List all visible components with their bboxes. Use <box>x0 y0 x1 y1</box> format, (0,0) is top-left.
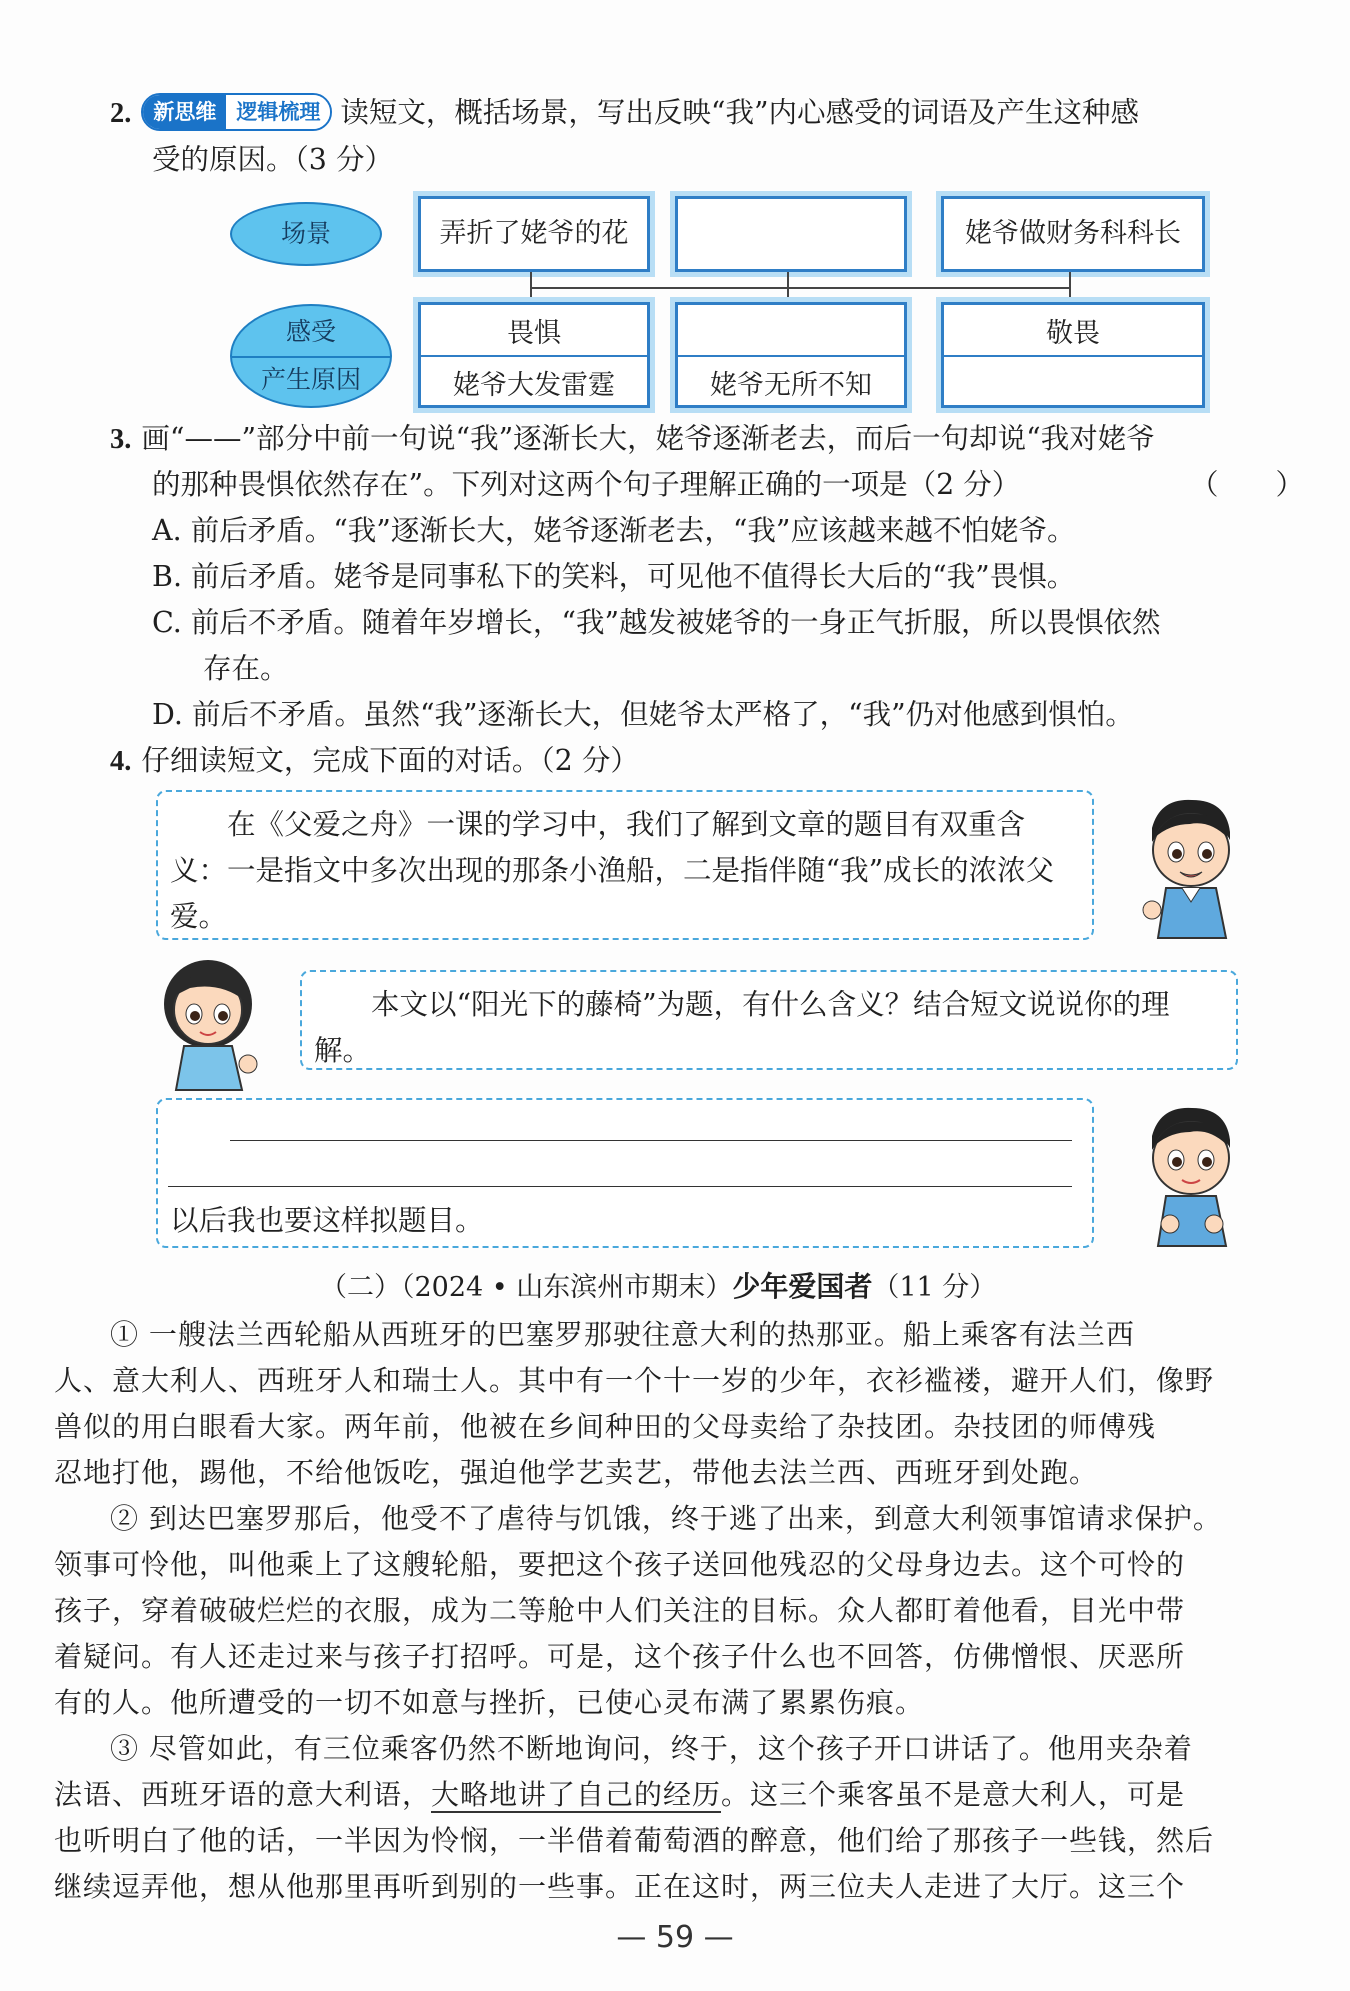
new-thinking-tag: 新思维 逻辑梳理 <box>141 93 332 131</box>
p1-line1: ① 一艘法兰西轮船从西班牙的巴塞罗那驶往意大利的热那亚。船上乘客有法兰西 <box>110 1318 1135 1351</box>
p2-line3: 孩子，穿着破破烂烂的衣服，成为二等舱中人们关注的目标。众人都盯着他看，目光中带 <box>54 1594 1186 1627</box>
option-d[interactable]: D. 前后不矛盾。虽然“我”逐渐长大，但姥爷太严格了，“我”仍对他感到惧怕。 <box>152 698 1134 731</box>
p3-line2: 法语、西班牙语的意大利语，大略地讲了自己的经历。这三个乘客虽不是意大利人，可是 <box>54 1778 1186 1811</box>
feel-reason-box-1 <box>418 302 650 408</box>
p1-line2: 人、意大利人、西班牙人和瑞士人。其中有一个十一岁的少年，衣衫褴褛，避开人们，像野 <box>54 1364 1215 1397</box>
oval-feeling-reason <box>230 304 392 408</box>
p1-line4: 忍地打他，踢他，不给他饭吃，强迫他学艺卖艺，带他去法兰西、西班牙到处跑。 <box>54 1456 1099 1489</box>
girl-character <box>150 952 270 1092</box>
bubble-text-1: 在《父爱之舟》一课的学习中，我们了解到文章的题目有双重含义：一是指文中多次出现的那条小渔船，二是指伴随“我”成长的浓浓父爱。 <box>170 808 1055 933</box>
underlined-phrase: 大略地讲了自己的经历 <box>431 1778 722 1811</box>
oval-divider <box>232 356 390 358</box>
reason-cell-2: 姥爷无所不知 <box>678 355 904 407</box>
feeling-cell-3: 敬畏 <box>1046 317 1100 349</box>
q4-number: 4. <box>110 746 132 777</box>
speech-bubble-answer <box>156 1098 1094 1248</box>
q3-line2: 的那种畏惧依然存在”。下列对这两个句子理解正确的一项是（2 分） <box>152 468 1021 501</box>
oval-reason-label: 产生原因 <box>260 365 361 394</box>
q2-line2: 受的原因。（3 分） <box>152 143 393 176</box>
bubble-text-2: 本文以“阳光下的藤椅”为题，有什么含义？结合短文说说你的理解。 <box>314 988 1170 1067</box>
scene-box-2-blank[interactable] <box>675 196 907 272</box>
q4-line: 4. 仔细读短文，完成下面的对话。（2 分） <box>110 744 639 777</box>
speech-bubble-boy <box>156 790 1094 940</box>
connector <box>1069 272 1071 302</box>
answer-line-2[interactable] <box>168 1186 1072 1187</box>
p2-line5: 有的人。他所遭受的一切不如意与挫折，已使心灵布满了累累伤痕。 <box>54 1686 925 1719</box>
q2-number: 2. <box>110 98 132 129</box>
option-a[interactable]: A. 前后矛盾。“我”逐渐长大，姥爷逐渐老去，“我”应该越来越不怕姥爷。 <box>152 514 1076 547</box>
option-c[interactable]: C. 前后不矛盾。随着年岁增长，“我”越发被姥爷的一身正气折服，所以畏惧依然 <box>152 606 1161 639</box>
page-number: — 59 — <box>616 1920 734 1955</box>
connector <box>530 287 1069 289</box>
boy-character-2 <box>1130 1098 1250 1248</box>
p1-line3: 兽似的用白眼看大家。两年前，他被在乡间种田的父母卖给了杂技团。杂技团的师傅残 <box>54 1410 1157 1443</box>
oval-scene: 场景 <box>230 202 382 266</box>
answer-paren[interactable]: （ ） <box>1190 468 1305 501</box>
section-title: （二）（2024 • 山东滨州市期末）少年爱国者（11 分） <box>320 1270 997 1303</box>
speech-bubble-girl <box>300 970 1238 1070</box>
p3-line1: ③ 尽管如此，有三位乘客仍然不断地询问，终于，这个孩子开口讲话了。他用夹杂着 <box>110 1732 1193 1765</box>
p2-line1: ② 到达巴塞罗那后，他受不了虐待与饥饿，终于逃了出来，到意大利领事馆请求保护。 <box>110 1502 1222 1535</box>
reason-cell-3-blank[interactable] <box>944 355 1202 407</box>
p2-line2: 领事可怜他，叫他乘上了这艘轮船，要把这个孩子送回他残忍的父母身边去。这个可怜的 <box>54 1548 1186 1581</box>
q3-number: 3. <box>110 424 132 455</box>
feel-reason-box-2 <box>675 302 907 408</box>
feel-reason-box-3 <box>941 302 1205 408</box>
feeling-cell-2-blank[interactable] <box>678 305 904 355</box>
q3-line1: 3. 画“——”部分中前一句说“我”逐渐长大，姥爷逐渐老去，而后一句却说“我对姥爷 <box>110 422 1155 455</box>
feeling-cell-1: 畏惧 <box>507 317 561 349</box>
answer-line-1[interactable] <box>230 1140 1072 1141</box>
option-c-cont: 存在。 <box>203 652 289 685</box>
option-b[interactable]: B. 前后矛盾。姥爷是同事私下的笑料，可见他不值得长大后的“我”畏惧。 <box>152 560 1076 593</box>
oval-feeling-label: 感受 <box>285 317 336 346</box>
q2-line1: 2. 新思维 逻辑梳理 读短文，概括场景，写出反映“我”内心感受的词语及产生这种感 <box>110 90 1139 137</box>
p3-line3: 也听明白了他的话，一半因为怜悯，一半借着葡萄酒的醉意，他们给了那孩子一些钱，然后 <box>54 1824 1215 1857</box>
p2-line4: 着疑问。有人还走过来与孩子打招呼。可是，这个孩子什么也不回答，仿佛憎恨、厌恶所 <box>54 1640 1186 1673</box>
scene-box-1: 弄折了姥爷的花 <box>418 196 650 272</box>
p3-line4: 继续逗弄他，想从他那里再听到别的一些事。正在这时，两三位夫人走进了大厅。这三个 <box>54 1870 1186 1903</box>
reason-cell-1: 姥爷大发雷霆 <box>421 355 647 407</box>
boy-character <box>1130 790 1250 940</box>
scene-box-3: 姥爷做财务科科长 <box>941 196 1205 272</box>
bubble-text-3: 以后我也要这样拟题目。 <box>170 1204 484 1237</box>
passage-title: 少年爱国者 <box>732 1270 873 1303</box>
